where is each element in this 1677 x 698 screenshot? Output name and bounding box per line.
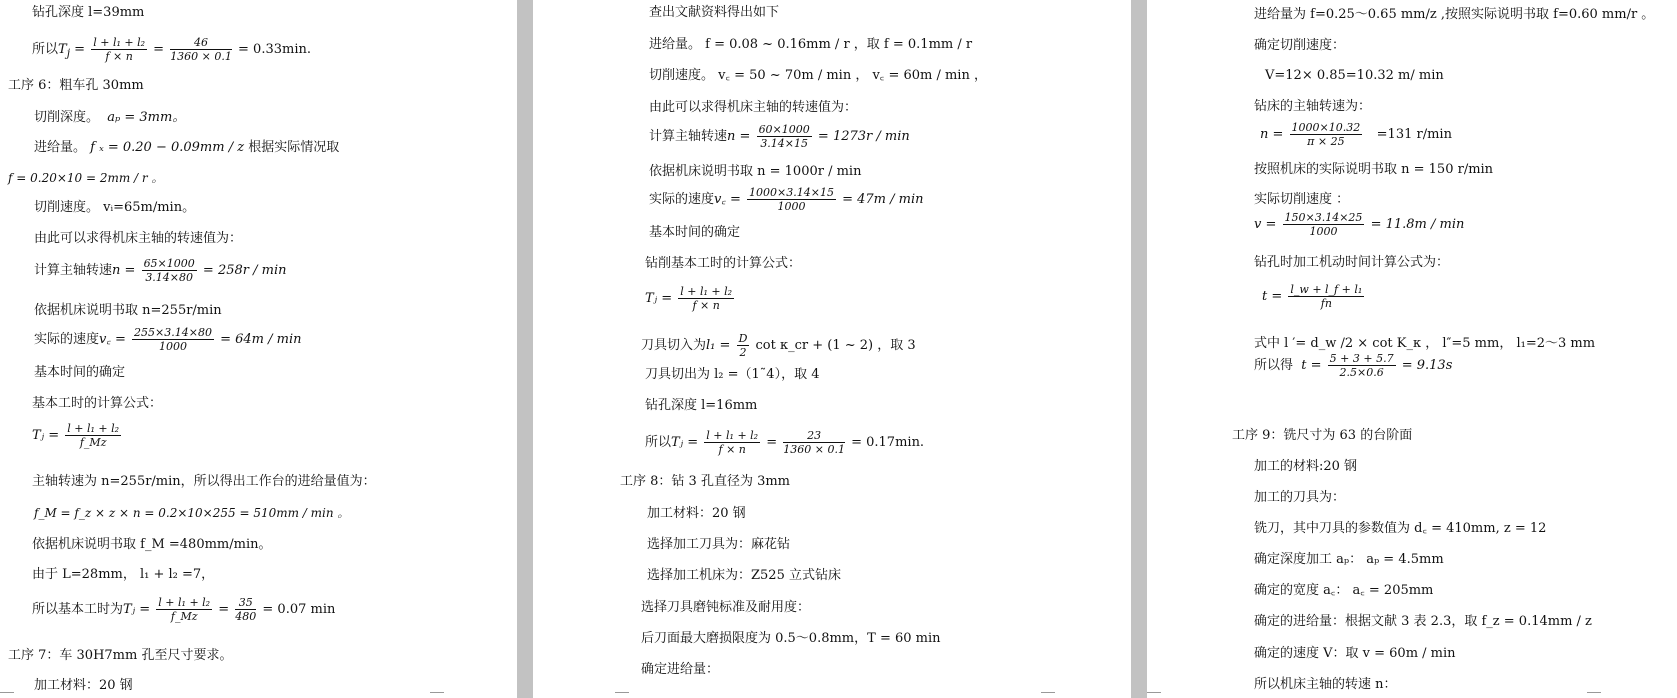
fraction-denominator: f × n [718, 443, 746, 456]
fraction [783, 429, 845, 456]
formula-lhs: Tⱼ = [671, 435, 699, 450]
fraction [1328, 352, 1396, 379]
fraction [65, 422, 121, 449]
formula-result: = 9.13s [1401, 358, 1453, 373]
fraction-denominator: f_Mz [79, 436, 107, 449]
fraction-denominator: 1000 [158, 340, 187, 353]
text-line: 加工的刀具为： [1254, 490, 1346, 505]
formula-lhs: Tⱼ = [123, 602, 151, 617]
section-heading: 工序 8：钻 3 孔直径为 3mm [620, 474, 790, 489]
fraction-numerator: 60×1000 [758, 123, 810, 136]
text-line: 加工材料：20 钢 [34, 678, 133, 693]
fraction-numerator: 1000×3.14×15 [749, 186, 834, 199]
formula-lhs: Tⱼ = [645, 291, 673, 306]
fraction [156, 596, 212, 623]
section-heading: 工序 7：车 30H7mm 孔至尺寸要求。 [8, 648, 233, 663]
formula-line [1260, 121, 1452, 148]
fraction-numerator: 23 [783, 429, 845, 443]
text-line: 钻孔深度 l=39mm [32, 5, 145, 20]
text-line: 加工的材料:20 钢 [1254, 459, 1358, 474]
text-line: 钻削基本工时的计算公式： [645, 256, 802, 271]
formula-line [32, 422, 123, 449]
text-line: 确定深度加工 aₚ： aₚ = 4.5mm [1254, 552, 1444, 567]
section-heading: 工序 9：铣尺寸为 63 的台阶面 [1232, 428, 1413, 443]
fraction-denominator: 3.14×15 [760, 137, 809, 150]
formula-result: = 0.33min. [238, 42, 311, 57]
text-label: 计算主轴转速 [34, 263, 113, 278]
text-label: 计算主轴转速 [649, 129, 728, 144]
fraction [1283, 211, 1365, 238]
page-corner-mark [615, 692, 629, 698]
formula-result: cot κ_cr + (1 ~ 2) ，取 3 [755, 338, 916, 353]
fraction-numerator: 65×1000 [143, 257, 195, 270]
fraction-numerator: 5 + 3 + 5.7 [1329, 352, 1394, 365]
text-label: 所以得 [1254, 358, 1294, 373]
formula-result: = 0.07 min [262, 602, 336, 617]
fraction-denominator: 1000 [777, 200, 806, 213]
fraction-denominator: fn [1320, 297, 1332, 310]
fraction-numerator: 35 [235, 596, 256, 610]
document-page-middle [533, 0, 1131, 698]
text-label: 进给量。 [34, 140, 87, 155]
formula-line: 所以$T_j$ = $\frac{\text{l + l₁ + l₂}}{f \times n}$ = $\frac{46}{1360 \times 0.1}$ = 0.33min. [32, 36, 311, 63]
fraction-denominator: 1360 × 0.1 [170, 50, 232, 63]
fraction [704, 429, 760, 456]
fraction [132, 326, 214, 353]
formula-lhs: t = [1301, 358, 1322, 373]
text-line: 切削速度。 vᵢ=65m/min。 [34, 200, 196, 215]
text-line: 依据机床说明书取 n=255r/min [34, 303, 222, 318]
fraction-denominator: 1000 [1309, 225, 1338, 238]
page-gutter-right [1131, 0, 1147, 698]
fraction-denominator: 2.5×0.6 [1339, 366, 1384, 379]
fraction [757, 123, 812, 150]
formula-result: = 11.8m / min [1370, 217, 1465, 232]
fraction [1288, 283, 1364, 310]
text-label: 所以基本工时为 [32, 602, 124, 617]
text-line: 选择加工机床为：Z525 立式钻床 [647, 568, 841, 583]
fraction-denominator: π × 25 [1307, 135, 1345, 148]
text-line: 钻孔深度 l=16mm [645, 398, 758, 413]
fraction-numerator: 46 [170, 36, 232, 50]
text-line: 依据机床说明书取 n = 1000r / min [649, 164, 862, 179]
fraction-numerator: l + l₁ + l₂ [67, 422, 120, 435]
fraction-denominator: f × n [692, 299, 720, 312]
text-line [34, 110, 185, 126]
text-label: 切削深度。 [34, 110, 100, 125]
fraction-numerator: 150×3.14×25 [1284, 211, 1363, 224]
page-gutter-left [517, 0, 533, 698]
formula-lhs: v꜀ = [99, 332, 126, 347]
text-label: 实际的速度 [34, 332, 100, 347]
text-label: 根据实际情况取 [248, 140, 340, 155]
text-line: 加工材料：20 钢 [647, 506, 746, 521]
formula-result: = 47m / min [842, 192, 924, 207]
formula-result: =131 r/min [1376, 127, 1452, 142]
page-corner-mark [1587, 692, 1601, 698]
formula-line [34, 326, 302, 353]
fraction-denominator: f × n [105, 50, 133, 63]
fraction-numerator: l_w + l_f + l₁ [1290, 283, 1363, 296]
formula-line [34, 257, 286, 284]
fraction-denominator: 3.14×80 [145, 271, 194, 284]
fraction [1290, 121, 1363, 148]
fraction-denominator: 480 [235, 610, 257, 623]
document-page-left [0, 0, 517, 698]
formula-line [1254, 211, 1464, 238]
formula-line: 所以基本工时为Tⱼ = $\frac{\text{l + l₁ + l₂}}{f\_Mz}$ = $\frac{35}{480}$ = 0.07 min [32, 596, 336, 623]
text-line: 选择加工刀具为：麻花钻 [647, 537, 791, 552]
text-line: 确定进给量： [641, 662, 720, 677]
formula-result: = 0.17min. [851, 435, 925, 450]
fraction-denominator: 2 [739, 346, 747, 359]
text-label: 所以 [32, 42, 59, 57]
formula: aₚ = 3mm。 [107, 110, 186, 125]
text-line: 切削速度。 v꜀ = 50 ~ 70m / min ， v꜀ = 60m / min ， [649, 68, 987, 83]
fraction-numerator: l + l₁ + l₂ [93, 36, 146, 49]
fraction [142, 257, 197, 284]
text-line: 刀具切出为 l₂ =（1˜4），取 4 [645, 367, 820, 382]
formula-line: V=12× 0.85=10.32 m/ min [1265, 68, 1444, 83]
text-line: 基本时间的确定 [34, 365, 126, 380]
fraction-numerator: D [738, 332, 748, 345]
text-line [34, 140, 339, 156]
text-line: 基本时间的确定 [649, 225, 741, 240]
fraction-numerator: l + l₁ + l₂ [706, 429, 759, 442]
text-line: 进给量为 f=0.25～0.65 mm/z ,按照实际说明书取 f=0.60 mm/r 。 [1254, 7, 1655, 22]
fraction-numerator: 255×3.14×80 [134, 326, 212, 339]
text-line: 确定的进给量：根据文献 3 表 2.3，取 f_z = 0.14mm / z [1254, 614, 1592, 629]
text-line: 基本工时的计算公式： [32, 396, 163, 411]
formula-line [649, 123, 910, 150]
text-line: 依据机床说明书取 f_M =480mm/min。 [32, 537, 272, 552]
formula-line: 所以Tⱼ = $\frac{\text{l + l₁ + l₂}}{f \times n}$ = $\frac{23}{1360 \times 0.1}$ = 0.17min. [645, 429, 925, 456]
text-line: 后刀面最大磨损限度为 0.5～0.8mm，T = 60 min [641, 631, 941, 646]
text-line: 由此可以求得机床主轴的转速值为： [34, 231, 243, 246]
formula-line [641, 332, 916, 359]
formula-result: = 258r / min [202, 263, 287, 278]
fraction [737, 332, 750, 359]
formula-lhs: Tⱼ = [32, 428, 60, 443]
page-corner-mark [1147, 692, 1161, 698]
text-line: 确定切削速度： [1254, 38, 1346, 53]
page-corner-mark [1041, 692, 1055, 698]
text-line: 所以机床主轴的转速 n： [1254, 677, 1397, 692]
formula-line [645, 285, 736, 312]
formula-lhs: T [58, 42, 67, 57]
formula-line: f = 0.20×10 = 2mm / r 。 [8, 171, 164, 185]
fraction [747, 186, 836, 213]
text-line: 式中 l ′= d_w /2 × cot K_κ ， l″=5 mm， l₁=2～3 mm [1254, 336, 1596, 351]
formula-lhs: t = [1262, 289, 1283, 304]
fraction [170, 36, 232, 63]
fraction [91, 36, 147, 63]
text-line: 主轴转速为 n=255r/min，所以得出工作台的进给量值为： [32, 474, 376, 489]
fraction-denominator: 1360 × 0.1 [783, 443, 845, 456]
formula-result: = 1273r / min [817, 129, 910, 144]
fraction [235, 596, 256, 623]
formula: f ₓ = 0.20 − 0.09mm / z [90, 140, 245, 155]
formula-lhs: n = [727, 129, 751, 144]
document-page-right [1147, 0, 1677, 698]
formula-line: f_M = f_z × z × n = 0.2×10×255 = 510mm / min 。 [34, 506, 350, 520]
fraction-denominator: f_Mz [170, 610, 198, 623]
formula-line [1262, 283, 1366, 310]
formula-result: = 64m / min [220, 332, 302, 347]
formula-lhs: n = [1260, 127, 1284, 142]
text-line: 由于 L=28mm， l₁ + l₂ =7， [32, 567, 215, 582]
fraction-numerator: l + l₁ + l₂ [680, 285, 733, 298]
fraction-numerator: 1000×10.32 [1291, 121, 1361, 134]
fraction-numerator: l + l₁ + l₂ [158, 596, 211, 609]
text-label: 刀具切入为 [641, 338, 707, 353]
text-line: 确定的宽度 a꜀： a꜀ = 205mm [1254, 583, 1434, 598]
text-line: 实际切削速度 ： [1254, 192, 1350, 207]
text-line: 铣刀，其中刀具的参数值为 d꜀ = 410mm, z = 12 [1254, 521, 1547, 536]
page-corner-mark [0, 692, 14, 698]
text-label: 所以 [645, 435, 672, 450]
section-heading: 工序 6：粗车孔 30mm [8, 78, 144, 93]
text-line: 钻孔时加工机动时间计算公式为： [1254, 255, 1450, 270]
formula-lhs: v꜀ = [714, 192, 741, 207]
text-line: 选择刀具磨钝标准及耐用度： [641, 600, 811, 615]
formula-sub: j [66, 46, 71, 60]
text-label: 实际的速度 [649, 192, 715, 207]
text-line: 确定的速度 V：取 v = 60m / min [1254, 646, 1456, 661]
text-line: 查出文献资料得出如下 [649, 5, 780, 20]
text-line: 进给量。 f = 0.08 ~ 0.16mm / r ，取 f = 0.1mm / r [649, 37, 973, 52]
text-line: 钻床的主轴转速为： [1254, 99, 1372, 114]
fraction [678, 285, 734, 312]
formula-lhs: l₁ = [706, 338, 731, 353]
text-line: 按照机床的实际说明书取 n = 150 r/min [1254, 162, 1494, 177]
formula-lhs: v = [1254, 217, 1277, 232]
page-corner-mark [430, 692, 444, 698]
formula-line [649, 186, 924, 213]
formula-line [1254, 352, 1452, 379]
text-line: 由此可以求得机床主轴的转速值为： [649, 100, 858, 115]
formula-lhs: n = [112, 263, 136, 278]
